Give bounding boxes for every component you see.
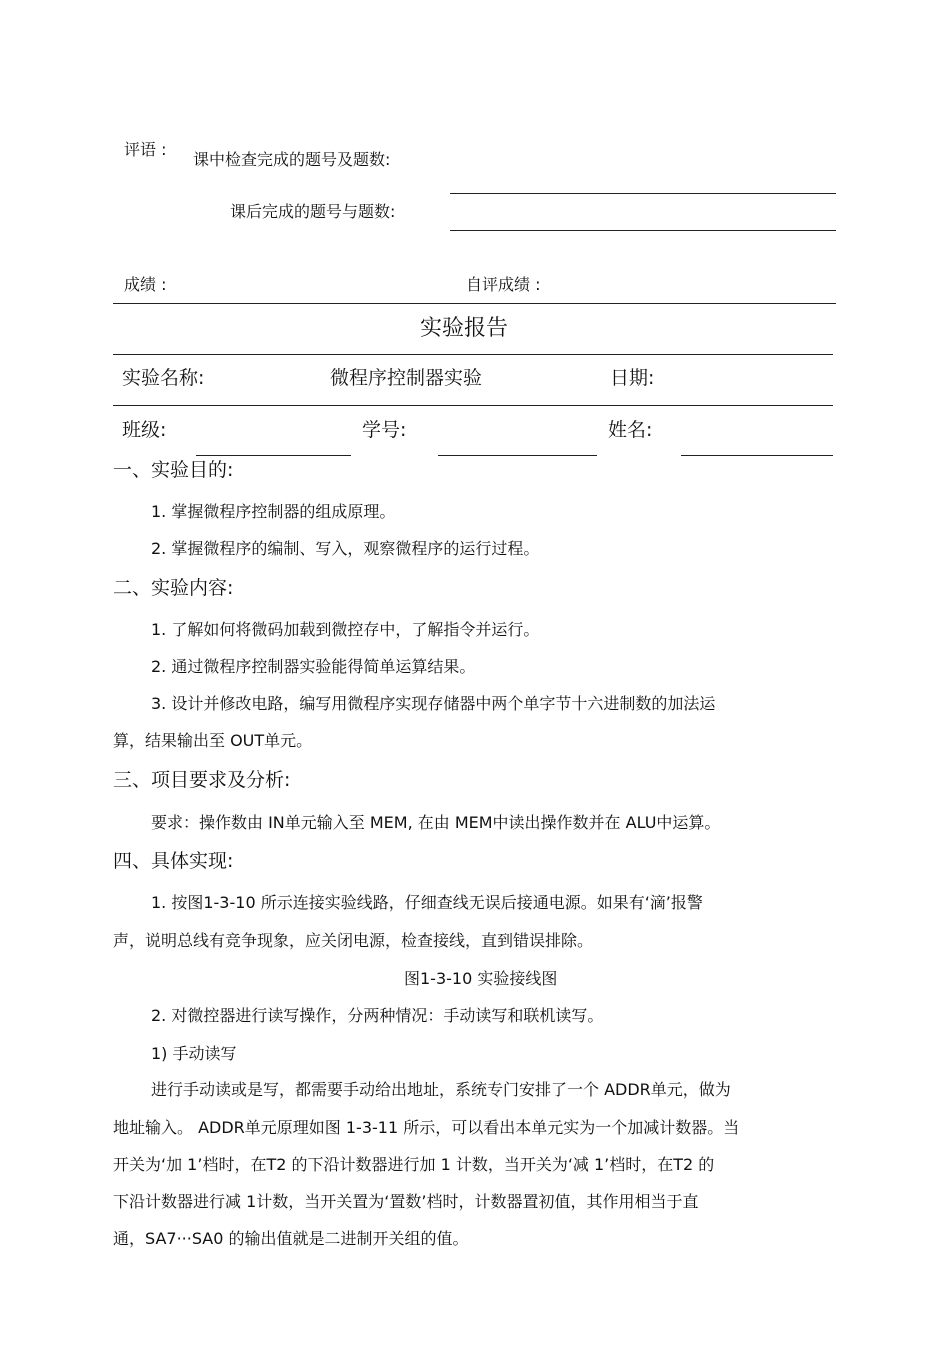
class-label: 班级: <box>122 419 167 441</box>
after-class-line <box>450 230 836 231</box>
implementation-line: 2. 对微控器进行读写操作，分两种情况：手动读写和联机读写。 <box>151 1006 604 1025</box>
implementation-line: 下沿计数器进行减 1计数，当开关置为‘置数’档时，计数器置初值，其作用相当于直 <box>113 1192 699 1211</box>
score-divider <box>113 303 836 304</box>
student-name-label: 姓名: <box>608 419 653 441</box>
section-heading-implementation: 四、具体实现: <box>113 850 234 872</box>
report-title: 实验报告 <box>420 316 509 341</box>
implementation-line: 通，SA7···SA0 的输出值就是二进制开关组的值。 <box>113 1229 469 1248</box>
info-divider <box>113 405 833 406</box>
content-item: 1. 了解如何将微码加载到微控存中，了解指令并运行。 <box>151 620 540 639</box>
content-item: 2. 通过微程序控制器实验能得简单运算结果。 <box>151 657 476 676</box>
student-id-field-line <box>438 455 597 456</box>
self-score-label: 自评成绩 : <box>466 275 541 294</box>
experiment-name-value: 微程序控制器实验 <box>330 367 483 389</box>
in-class-check-line <box>450 193 836 194</box>
class-field-line <box>196 455 351 456</box>
implementation-subheading: 1) 手动读写 <box>151 1044 237 1063</box>
figure-caption: 图1-3-10 实验接线图 <box>404 969 558 988</box>
comment-label: 评语 : <box>124 140 167 159</box>
implementation-line: 地址输入。 ADDR单元原理如图 1-3-11 所示，可以看出本单元实为一个加减计数器。当 <box>113 1118 740 1137</box>
experiment-name-label: 实验名称: <box>122 367 205 389</box>
content-item: 3. 设计并修改电路，编写用微程序实现存储器中两个单字节十六进制数的加法运 <box>151 694 716 713</box>
section-heading-purpose: 一、实验目的: <box>113 459 234 481</box>
implementation-line: 进行手动读或是写，都需要手动给出地址，系统专门安排了一个 ADDR单元，做为 <box>151 1080 731 1099</box>
content-item: 算，结果输出至 OUT单元。 <box>113 731 313 750</box>
score-label: 成绩 : <box>124 275 167 294</box>
date-label: 日期: <box>610 367 655 389</box>
student-name-field-line <box>681 455 833 456</box>
student-id-label: 学号: <box>362 419 407 441</box>
purpose-item: 1. 掌握微程序控制器的组成原理。 <box>151 502 396 521</box>
implementation-line: 开关为‘加 1’档时，在T2 的下沿计数器进行加 1 计数，当开关为‘减 1’档时，在T2 的 <box>113 1155 715 1174</box>
after-class-label: 课后完成的题号与题数: <box>230 202 396 221</box>
section-heading-content: 二、实验内容: <box>113 577 234 599</box>
section-heading-requirements: 三、项目要求及分析: <box>113 769 291 791</box>
purpose-item: 2. 掌握微程序的编制、写入，观察微程序的运行过程。 <box>151 539 540 558</box>
implementation-line: 声，说明总线有竞争现象，应关闭电源，检查接线，直到错误排除。 <box>113 931 594 950</box>
in-class-check-label: 课中检查完成的题号及题数: <box>193 150 391 169</box>
title-divider <box>113 354 833 355</box>
implementation-line: 1. 按图1-3-10 所示连接实验线路，仔细查线无误后接通电源。如果有‘滴’报警 <box>151 893 703 912</box>
requirement-text: 要求：操作数由 IN单元输入至 MEM, 在由 MEM中读出操作数并在 ALU中运算。 <box>151 813 721 832</box>
